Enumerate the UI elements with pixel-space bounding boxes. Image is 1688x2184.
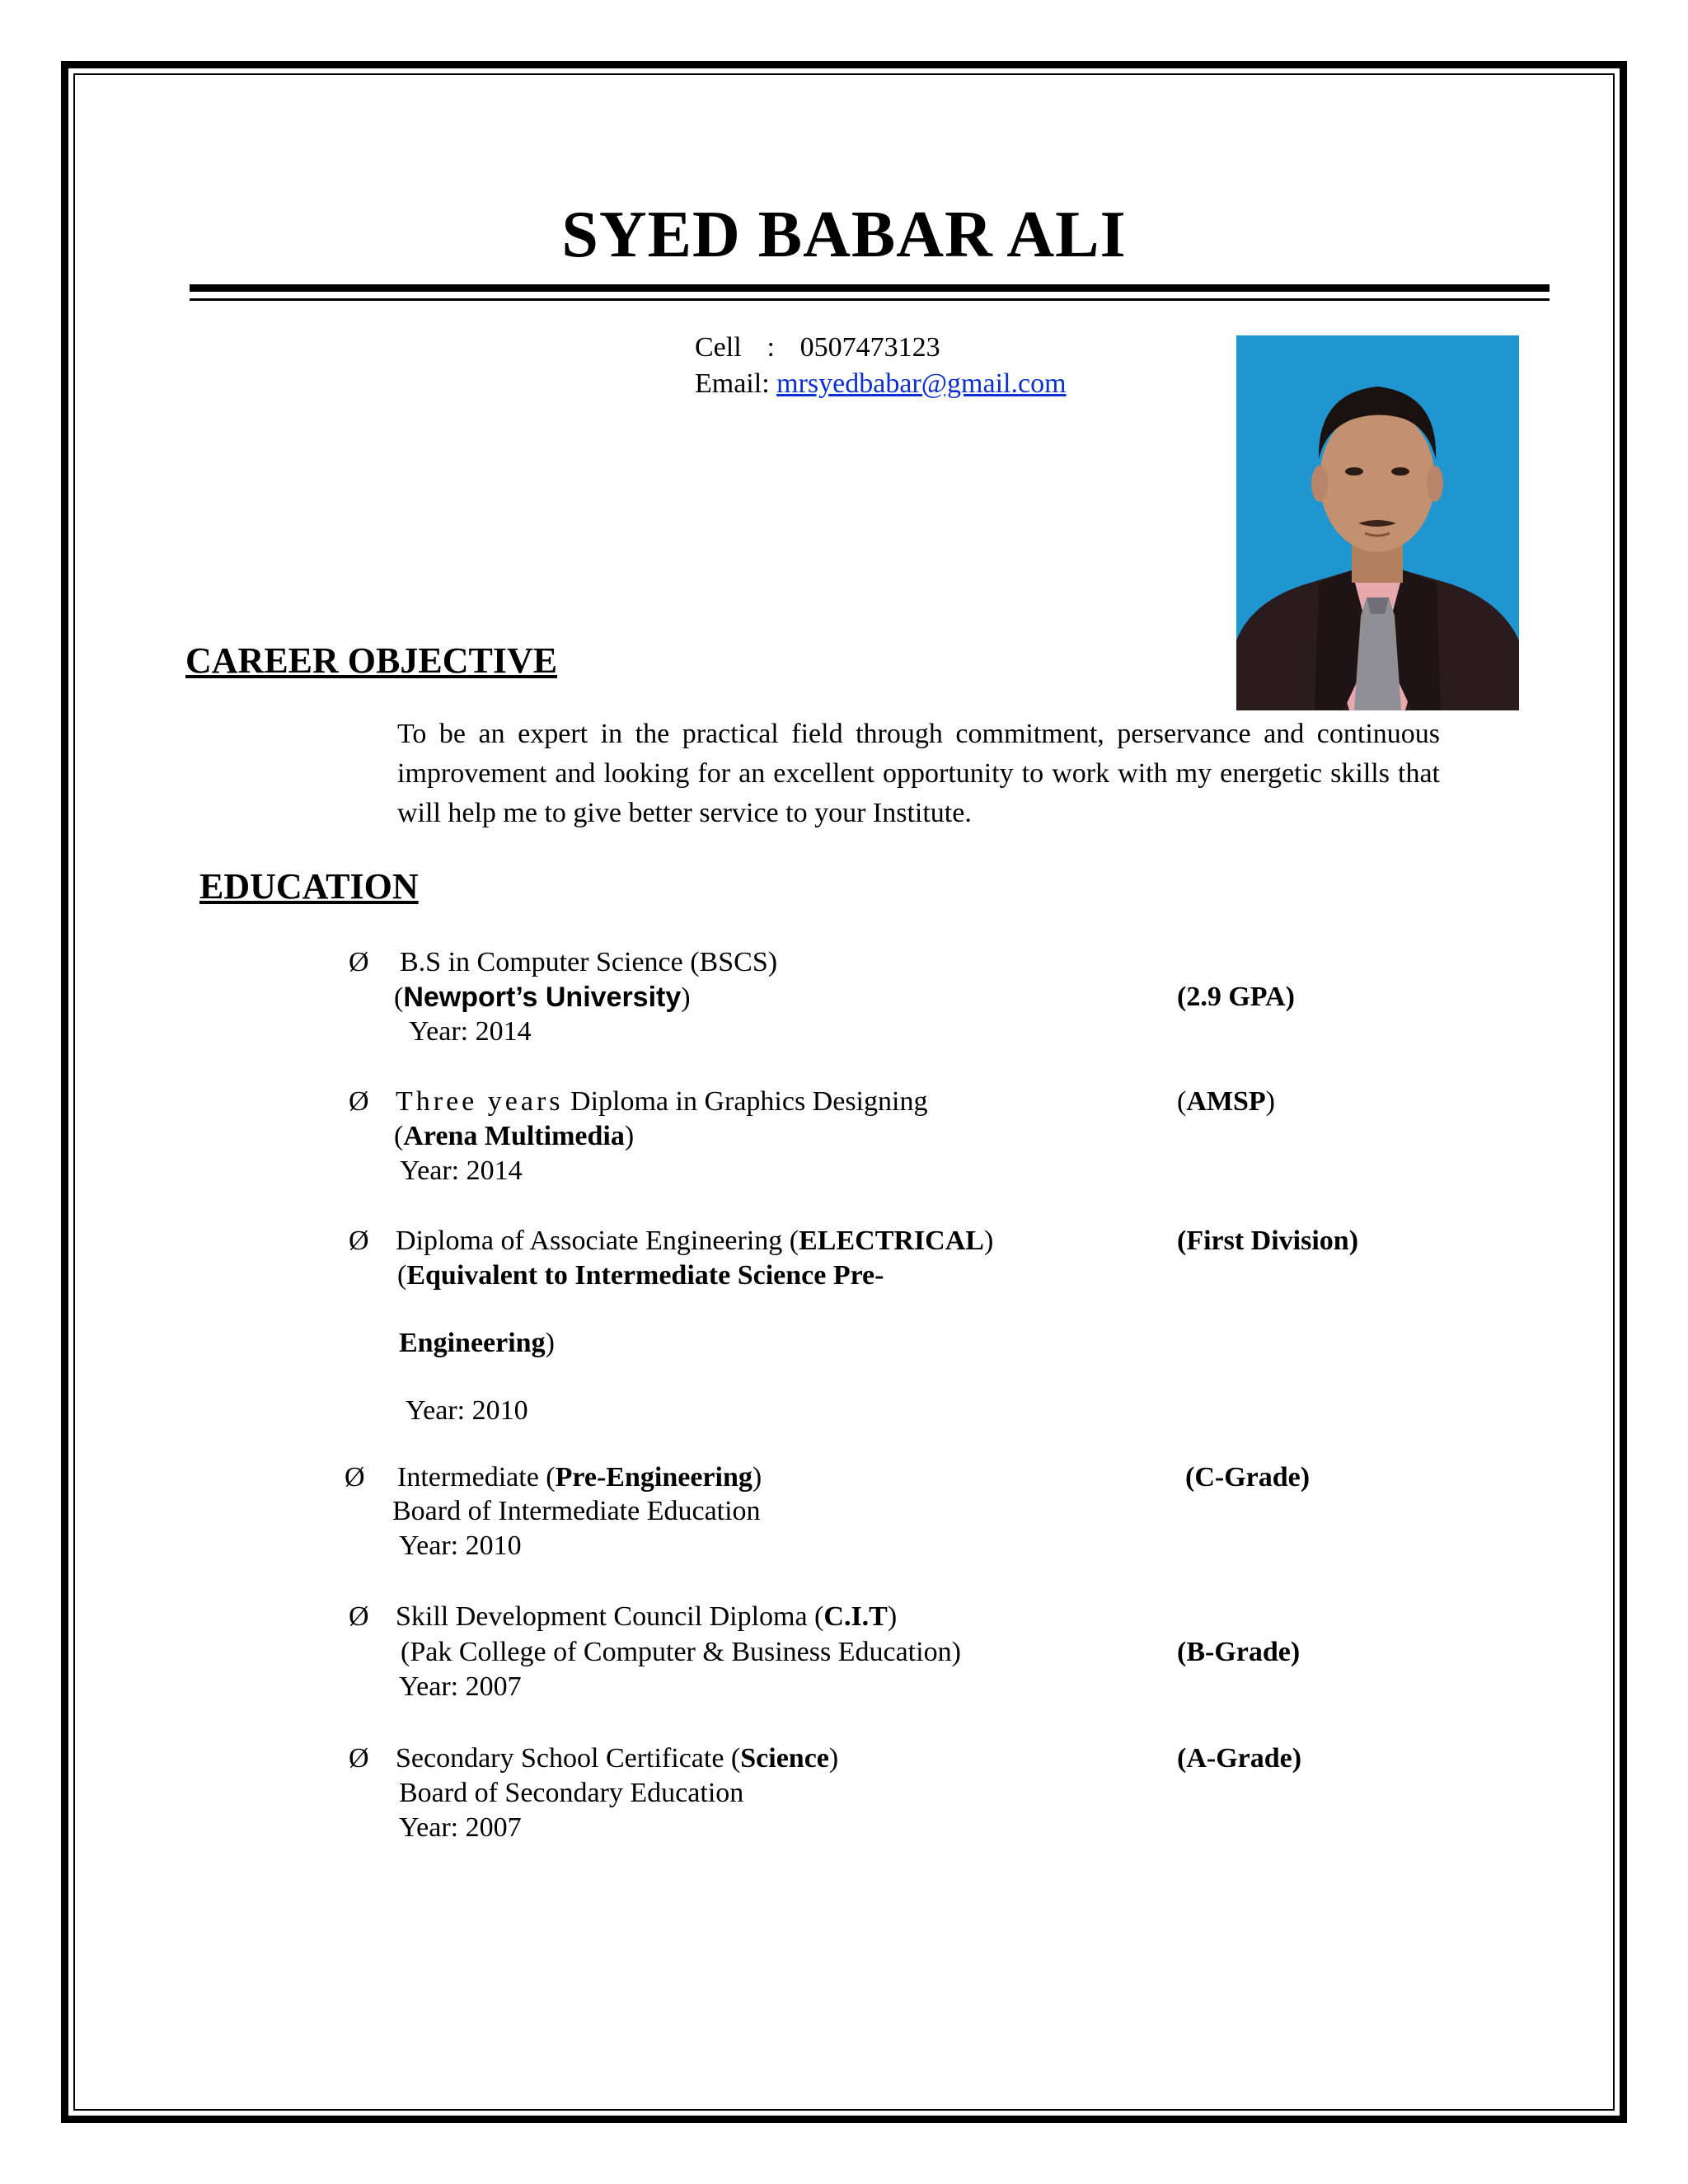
- education-item-1-institution: [394, 980, 691, 1015]
- education-item-2-title: [396, 1085, 927, 1119]
- title-text: Intermediate (: [397, 1462, 556, 1493]
- education-item-3-note-line1: [397, 1258, 884, 1293]
- education-item-4-grade: (C-Grade): [1185, 1462, 1311, 1493]
- header-rule-thick: [190, 284, 1550, 292]
- institution-name: Newport’s University: [403, 982, 682, 1013]
- education-item-2-institution: [394, 1119, 634, 1154]
- career-objective-text: To be an expert in the practical field through commitment, perservance and continuous improvement and looking for an excellent opportunity to work with my energetic skills that will help me to give better service to your Institute.: [397, 719, 1440, 828]
- education-item-6-grade: (A-Grade): [1177, 1743, 1302, 1774]
- education-item-5-title: [396, 1600, 897, 1634]
- email-label: Email:: [695, 368, 770, 399]
- education-item-5-year: Year: 2007: [399, 1671, 522, 1702]
- education-item-5-grade: (B-Grade): [1177, 1637, 1301, 1667]
- education-item-4-bullet: Ø: [345, 1462, 365, 1493]
- education-item-4-title: [397, 1460, 762, 1495]
- paren-close: ): [1265, 1086, 1275, 1117]
- education-item-6-institution: Board of Secondary Education: [399, 1778, 744, 1808]
- paren-open: (: [394, 982, 404, 1013]
- title-close: ): [828, 1743, 839, 1774]
- career-objective-heading: CAREER OBJECTIVE: [185, 640, 558, 681]
- education-item-4-institution: Board of Intermediate Education: [392, 1496, 761, 1526]
- education-item-3-year: Year: 2010: [406, 1395, 528, 1426]
- title-text: Skill Development Council Diploma (: [396, 1601, 824, 1632]
- title-wide: Three years: [396, 1086, 564, 1117]
- email-link[interactable]: mrsyedbabar@gmail.com: [776, 368, 1067, 399]
- education-item-6-year: Year: 2007: [399, 1812, 522, 1843]
- title-close: ): [752, 1462, 762, 1493]
- cell-label: Cell: [695, 332, 742, 363]
- education-item-3-title: [396, 1224, 993, 1258]
- title-bold: ELECTRICAL: [799, 1226, 984, 1256]
- education-item-2-bullet: Ø: [349, 1086, 369, 1117]
- paren-close: ): [681, 982, 691, 1013]
- contact-cell: [695, 330, 940, 366]
- education-item-3-bullet: Ø: [349, 1226, 369, 1256]
- cell-separator: :: [767, 332, 775, 363]
- title-text: Secondary School Certificate (: [396, 1743, 741, 1774]
- education-item-3-grade: (First Division): [1177, 1226, 1359, 1256]
- education-item-6-title: [396, 1741, 838, 1776]
- education-item-4-year: Year: 2010: [399, 1530, 522, 1561]
- education-item-1-year: Year: 2014: [409, 1016, 532, 1047]
- education-item-2-grade: [1177, 1085, 1275, 1119]
- profile-photo: [1236, 335, 1519, 710]
- header-rule-thin: [190, 298, 1550, 301]
- contact-email: [695, 366, 1067, 402]
- title-rest: Diploma in Graphics Designing: [570, 1086, 928, 1117]
- profile-photo-image: [1236, 335, 1519, 710]
- education-item-1-grade: (2.9 GPA): [1177, 982, 1295, 1012]
- education-item-5-bullet: Ø: [349, 1601, 369, 1632]
- title-close: ): [983, 1226, 994, 1256]
- education-item-5-institution: (Pak College of Computer & Business Education): [401, 1637, 961, 1667]
- education-item-2-year: Year: 2014: [400, 1155, 523, 1186]
- education-item-3-note-line2: [399, 1326, 555, 1361]
- cell-value: 0507473123: [799, 332, 940, 363]
- education-item-1-bullet: Ø: [349, 947, 369, 977]
- note-text: Engineering: [399, 1328, 546, 1358]
- title-text: Diploma of Associate Engineering (: [396, 1226, 799, 1256]
- education-heading: EDUCATION: [199, 866, 419, 907]
- title-close: ): [887, 1601, 898, 1632]
- title-bold: C.I.T: [823, 1601, 888, 1632]
- paren-open: (: [397, 1260, 407, 1291]
- paren-close: ): [624, 1121, 635, 1151]
- grade-value: AMSP: [1186, 1086, 1266, 1117]
- paren-open: (: [394, 1121, 404, 1151]
- resume-name: SYED BABAR ALI: [561, 199, 1127, 271]
- institution-name: Arena Multimedia: [403, 1121, 625, 1151]
- note-text: Equivalent to Intermediate Science Pre-: [406, 1260, 884, 1291]
- paren-close: ): [545, 1328, 555, 1358]
- education-item-6-bullet: Ø: [349, 1743, 369, 1774]
- title-bold: Science: [740, 1743, 829, 1774]
- education-item-1-title: B.S in Computer Science (BSCS): [400, 947, 778, 977]
- paren-open: (: [1177, 1086, 1187, 1117]
- title-bold: Pre-Engineering: [555, 1462, 753, 1493]
